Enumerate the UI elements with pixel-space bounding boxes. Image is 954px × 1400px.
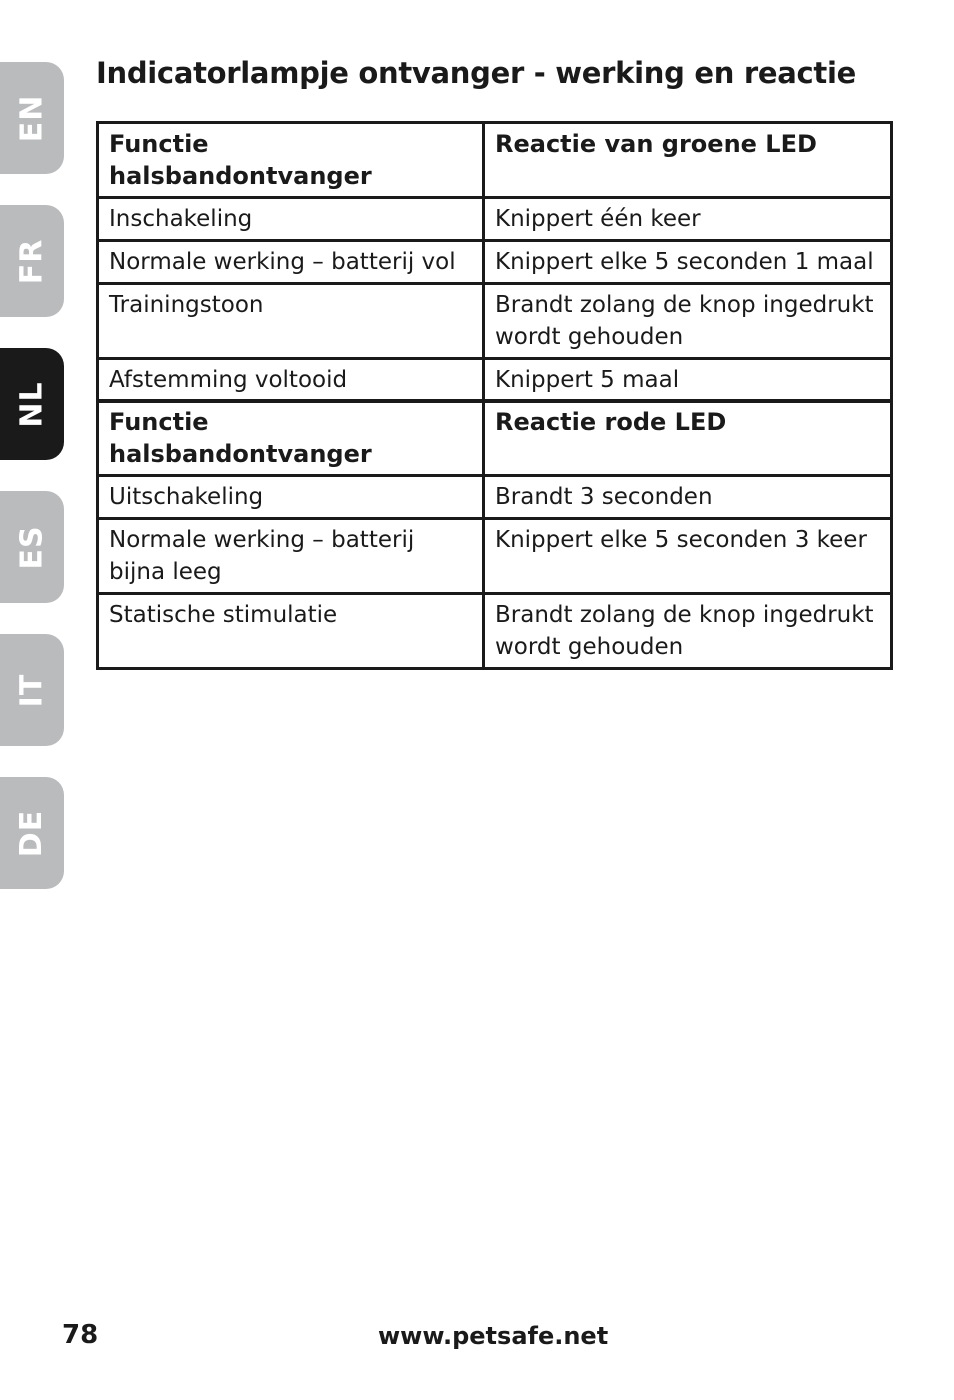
column-header: Functie halsbandontvanger xyxy=(98,401,484,476)
table-cell: Brandt zolang de knop ingedrukt wordt gehouden xyxy=(484,284,892,359)
tab-es-label: ES xyxy=(14,524,50,570)
tab-nl-label: NL xyxy=(14,380,50,428)
tab-nl[interactable] xyxy=(0,348,64,460)
table-cell: Knippert elke 5 seconden 1 maal xyxy=(484,241,892,284)
table-cell: Trainingstoon xyxy=(98,284,484,359)
table-header-row xyxy=(98,123,892,198)
table-cell: Normale werking – batterij bijna leeg xyxy=(98,519,484,594)
tab-de[interactable] xyxy=(0,777,64,889)
table-cell: Normale werking – batterij vol xyxy=(98,241,484,284)
tab-fr[interactable] xyxy=(0,205,64,317)
table-row xyxy=(98,284,892,359)
page-title: Indicatorlampje ontvanger - werking en reactie xyxy=(96,56,856,90)
tab-de-label: DE xyxy=(14,809,50,857)
table-cell: Afstemming voltooid xyxy=(98,359,484,402)
table-cell: Knippert één keer xyxy=(484,198,892,241)
tab-it[interactable] xyxy=(0,634,64,746)
column-header: Reactie van groene LED xyxy=(484,123,892,198)
page-number: 78 xyxy=(62,1320,99,1350)
tab-es[interactable] xyxy=(0,491,64,603)
table-cell: Statische stimulatie xyxy=(98,594,484,669)
tab-it-label: IT xyxy=(14,673,50,707)
red-led-table xyxy=(96,399,893,670)
table-cell: Brandt zolang de knop ingedrukt wordt gehouden xyxy=(484,594,892,669)
green-led-table xyxy=(96,121,893,403)
table-row xyxy=(98,198,892,241)
table-cell: Knippert 5 maal xyxy=(484,359,892,402)
table-row xyxy=(98,476,892,519)
table-row xyxy=(98,594,892,669)
tab-en[interactable] xyxy=(0,62,64,174)
table-header-row xyxy=(98,401,892,476)
table-row xyxy=(98,241,892,284)
table-cell: Uitschakeling xyxy=(98,476,484,519)
table-cell: Knippert elke 5 seconden 3 keer xyxy=(484,519,892,594)
column-header: Reactie rode LED xyxy=(484,401,892,476)
table-cell: Brandt 3 seconden xyxy=(484,476,892,519)
table-row xyxy=(98,359,892,402)
table-row xyxy=(98,519,892,594)
website-link[interactable]: www.petsafe.net xyxy=(378,1322,609,1350)
column-header: Functie halsbandontvanger xyxy=(98,123,484,198)
tab-en-label: EN xyxy=(14,94,50,142)
tab-fr-label: FR xyxy=(14,238,50,284)
table-cell: Inschakeling xyxy=(98,198,484,241)
